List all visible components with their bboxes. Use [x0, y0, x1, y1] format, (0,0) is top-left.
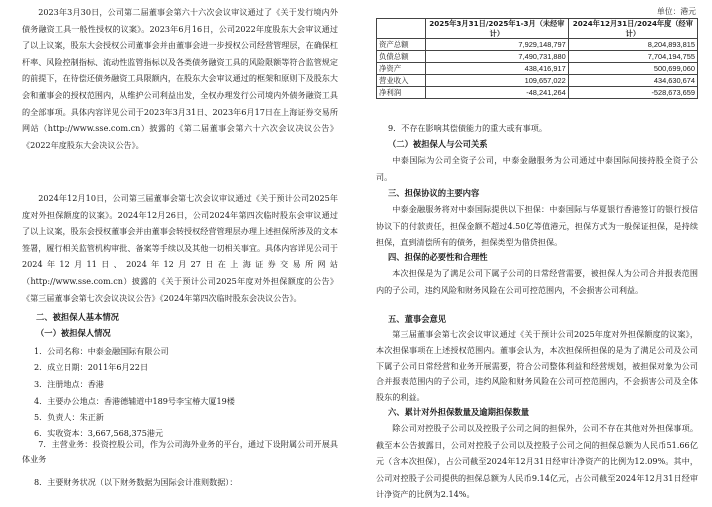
paragraph-agreement: 中泰金融服务将对中泰国际提供以下担保：中泰国际与华夏银行香港签订的银行授信协议下的付款责任，担保金额不超过4.50亿等值港元，担保方式为一般保证担保，是持续担保，直到清偿所有的债务，担保类型为借贷担保。 [376, 204, 698, 248]
row-label: 净资产 [377, 63, 426, 75]
row-label: 净利润 [377, 87, 426, 99]
header-blank [377, 19, 426, 39]
paragraph-guarantee-resolution: 2024年12月10日，公司第三届董事会第七次会议审议通过《关于预计公司2025年度对外担保额度的议案》。2024年12月26日，公司2024年第四次临时股东会审议通过了以上议案，股东会授权董事会并由董事会转授权经营管理层办理上述担保所涉及的文本签署，履行相关监管机构审批、备案等手续以及其他一切相关事宜。具体内容详见公司于2024年12月11日、2024年12月27日在上海证券交易所网站（http://www.sse.com.cn）披露的《关于预计公司2025年度对外担保额度的公告》《第三届董事会第七次会议决议公告》《2024年第四次临时股东会决议公告》。 [22, 193, 338, 303]
row-label: 资产总额 [377, 39, 426, 51]
cell-value: 109,657,022 [426, 75, 569, 87]
header-2024fy: 2024年12月31日/2024年度（经审计） [568, 19, 697, 39]
table-row [377, 51, 698, 63]
row-label: 营业收入 [377, 75, 426, 87]
paragraph-relationship: 中泰国际为公司全资子公司，中泰金融服务为公司通过中泰国际间接持股全资子公司。 [376, 155, 698, 182]
section-heading-necessity: 四、担保的必要性和合理性 [388, 252, 488, 262]
header-2025q1: 2025年3月31日/2025年1-3月（未经审计） [426, 19, 569, 39]
paragraph-cumulative-guarantee: 除公司对控股子公司以及控股子公司之间的担保外，公司不存在其他对外担保事项。截至本公告披露日，公司对控股子公司以及控股子公司之间的担保总额为人民币51.66亿元（含本次担保），占公司截至2024年12月31日经审计净资产的比例为12.09%。其中，公司对控股子公司提供的担保总额为人民币9.14亿元，占公司截至2024年12月31日经审计净资产的比例为2.14%。 [376, 423, 698, 500]
table-row [377, 63, 698, 75]
cell-value: -528,673,659 [568, 87, 697, 99]
list-item: 1．公司名称：中泰金融国际有限公司 [34, 346, 169, 356]
list-item: 3．注册地点：香港 [34, 379, 104, 389]
section-heading-cumulative-guarantee: 六、累计对外担保数量及逾期担保数量 [388, 407, 530, 417]
section-heading-board-opinion: 五、董事会意见 [388, 314, 447, 324]
cell-value: 7,704,194,755 [568, 51, 697, 63]
cell-value: 434,630,674 [568, 75, 697, 87]
subheading-guaranteed-party-info: （一）被担保人情况 [36, 328, 111, 338]
table-row [377, 75, 698, 87]
section-heading-agreement: 三、担保协议的主要内容 [388, 188, 480, 198]
list-item-financials: 8．主要财务状况（以下财务数据为国际会计准则数据）： [34, 477, 238, 487]
list-item-contingency: 9．不存在影响其偿债能力的重大或有事项。 [388, 123, 547, 133]
cell-value: 8,204,893,815 [568, 39, 697, 51]
cell-value: 500,699,060 [568, 63, 697, 75]
paragraph-board-opinion: 第三届董事会第七次会议审议通过《关于预计公司2025年度对外担保额度的议案》，本次担保事项在上述授权范围内。董事会认为，本次担保所担保的是为了满足公司及公司下属子公司日常经营和业务开展需要，符合公司整体利益和经营规划，被担保对象为公司合并报表范围内的子公司，违约风险和财务风险在公司可控范围内，不会损害公司及全体股东的利益。 [376, 329, 698, 403]
table-unit: 单位：港元 [657, 7, 696, 16]
cell-value: 7,929,148,797 [426, 39, 569, 51]
list-item-main-business: 7．主营业务：投资控股公司，作为公司海外业务的平台，通过下设附属公司开展具体业务 [22, 439, 338, 464]
cell-value: 438,416,917 [426, 63, 569, 75]
section-heading-guaranteed-party: 二、被担保人基本情况 [36, 312, 119, 322]
left-column [22, 0, 338, 507]
right-column [376, 0, 698, 507]
paragraph-necessity: 本次担保是为了满足公司下属子公司的日常经营需要，被担保人为公司合并报表范围内的子公司，违约风险和财务风险在公司可控范围内，不会损害公司利益。 [376, 268, 698, 295]
row-label: 负债总额 [377, 51, 426, 63]
table-row [377, 87, 698, 99]
list-item: 4．主要办公地点：香港德辅道中189号李宝椿大厦19楼 [34, 396, 235, 406]
list-item: 2．成立日期：2011年6月22日 [34, 362, 149, 372]
list-item: 5．负责人：朱正新 [34, 412, 104, 422]
table-row [377, 39, 698, 51]
financial-table [376, 18, 698, 99]
subheading-relationship: （二）被担保人与公司关系 [388, 139, 488, 149]
paragraph-bond-authorization: 2023年3月30日，公司第二届董事会第六十六次会议审议通过了《关于发行境内外债务融资工具一般性授权的议案》。2023年6月16日，公司2022年度股东大会审议通过了以上议案，股东大会授权公司董事会并由董事会进一步授权公司经营管理层，在确保杠杆率、风险控制指标、流动性监管指标以及各类债务融资工具的风险限额等符合监管规定的前提下，在待偿还债务融资工具限额内，在股东大会审议通过的框架和原则下及股东大会和董事会的授权范围内，从维护公司利益出发，全权办理发行公司境内外债务融资工具的全部事项。具体内容详见公司于2023年3月31日、2023年6月17日在上海证券交易所网站（http://www.sse.com.cn）披露的《第二届董事会第六十六次会议决议公告》《2022年度股东大会决议公告》。 [22, 7, 338, 150]
cell-value: 7,490,731,880 [426, 51, 569, 63]
table-header-row [377, 19, 698, 39]
cell-value: -48,241,264 [426, 87, 569, 99]
list-item: 6．实收资本：3,667,568,375港元 [34, 428, 164, 438]
